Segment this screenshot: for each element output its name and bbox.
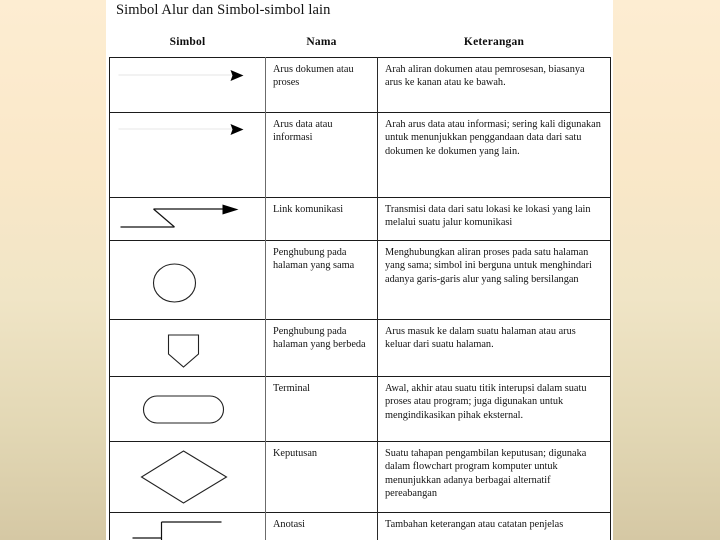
- arrow-right-faint-icon: [110, 58, 265, 112]
- table-row: [110, 320, 611, 377]
- symbol-cell: [110, 58, 266, 113]
- symbol-name: Penghubung pada halaman yang berbeda: [266, 320, 378, 377]
- table-row: [110, 198, 611, 241]
- symbol-name: Arus dokumen atau proses: [266, 58, 378, 113]
- table-header-row: [110, 36, 611, 58]
- symbol-cell: [110, 113, 266, 198]
- column-header-description: Keterangan: [463, 36, 525, 48]
- symbol-cell: [110, 513, 266, 540]
- symbol-description: Arus masuk ke dalam suatu halaman atau arus keluar dari suatu halaman.: [378, 320, 611, 377]
- column-header-symbol: Simbol: [169, 36, 206, 48]
- flowchart-symbol-table: [109, 36, 611, 540]
- slide-content-sheet: [106, 0, 613, 540]
- symbol-description: Arah arus data atau informasi; sering kali digunakan untuk menunjukkan penggandaan data dari satu dokumen ke dokumen yang lain.: [378, 113, 611, 198]
- arrow-right-faint-icon: [110, 113, 265, 197]
- symbol-description: Arah aliran dokumen atau pemrosesan, biasanya arus ke kanan atau ke bawah.: [378, 58, 611, 113]
- circle-connector-icon: [110, 241, 265, 319]
- symbol-name: Keputusan: [266, 442, 378, 513]
- table-row: [110, 513, 611, 540]
- symbol-cell: [110, 198, 266, 241]
- table-row: [110, 113, 611, 198]
- table-row: [110, 241, 611, 320]
- pentagon-offpage-connector-icon: [110, 320, 265, 376]
- symbol-cell: [110, 241, 266, 320]
- symbol-name: Penghubung pada halaman yang sama: [266, 241, 378, 320]
- table-row: [110, 377, 611, 442]
- symbol-description: Menghubungkan aliran proses pada satu halaman yang sama; simbol ini berguna untuk menghindari adanya garis-garis alur yang saling bersilangan: [378, 241, 611, 320]
- zigzag-arrow-icon: [110, 198, 265, 240]
- symbol-description: Suatu tahapan pengambilan keputusan; digunaka dalam flowchart program komputer untuk menunjukkan adanya berbagai alternatif pereabangan: [378, 442, 611, 513]
- symbol-name: Anotasi: [266, 513, 378, 540]
- symbol-name: Link komunikasi: [266, 198, 378, 241]
- page-title: Simbol Alur dan Simbol-simbol lain: [116, 2, 331, 18]
- terminal-stadium-icon: [110, 377, 265, 441]
- table-row: [110, 58, 611, 113]
- symbol-cell: [110, 442, 266, 513]
- column-header-name: Nama: [306, 36, 337, 48]
- symbol-cell: [110, 320, 266, 377]
- symbol-name: Terminal: [266, 377, 378, 442]
- table-row: [110, 442, 611, 513]
- symbol-description: Transmisi data dari satu lokasi ke lokasi yang lain melalui suatu jalur komunikasi: [378, 198, 611, 241]
- symbol-cell: [110, 377, 266, 442]
- symbol-description: Tambahan keterangan atau catatan penjelas: [378, 513, 611, 540]
- diamond-decision-icon: [110, 442, 265, 512]
- annotation-bracket-icon: [110, 513, 265, 540]
- symbol-name: Arus data atau informasi: [266, 113, 378, 198]
- symbol-description: Awal, akhir atau suatu titik interupsi dalam suatu proses atau program; juga digunakan untuk mengindikasikan pihak eksternal.: [378, 377, 611, 442]
